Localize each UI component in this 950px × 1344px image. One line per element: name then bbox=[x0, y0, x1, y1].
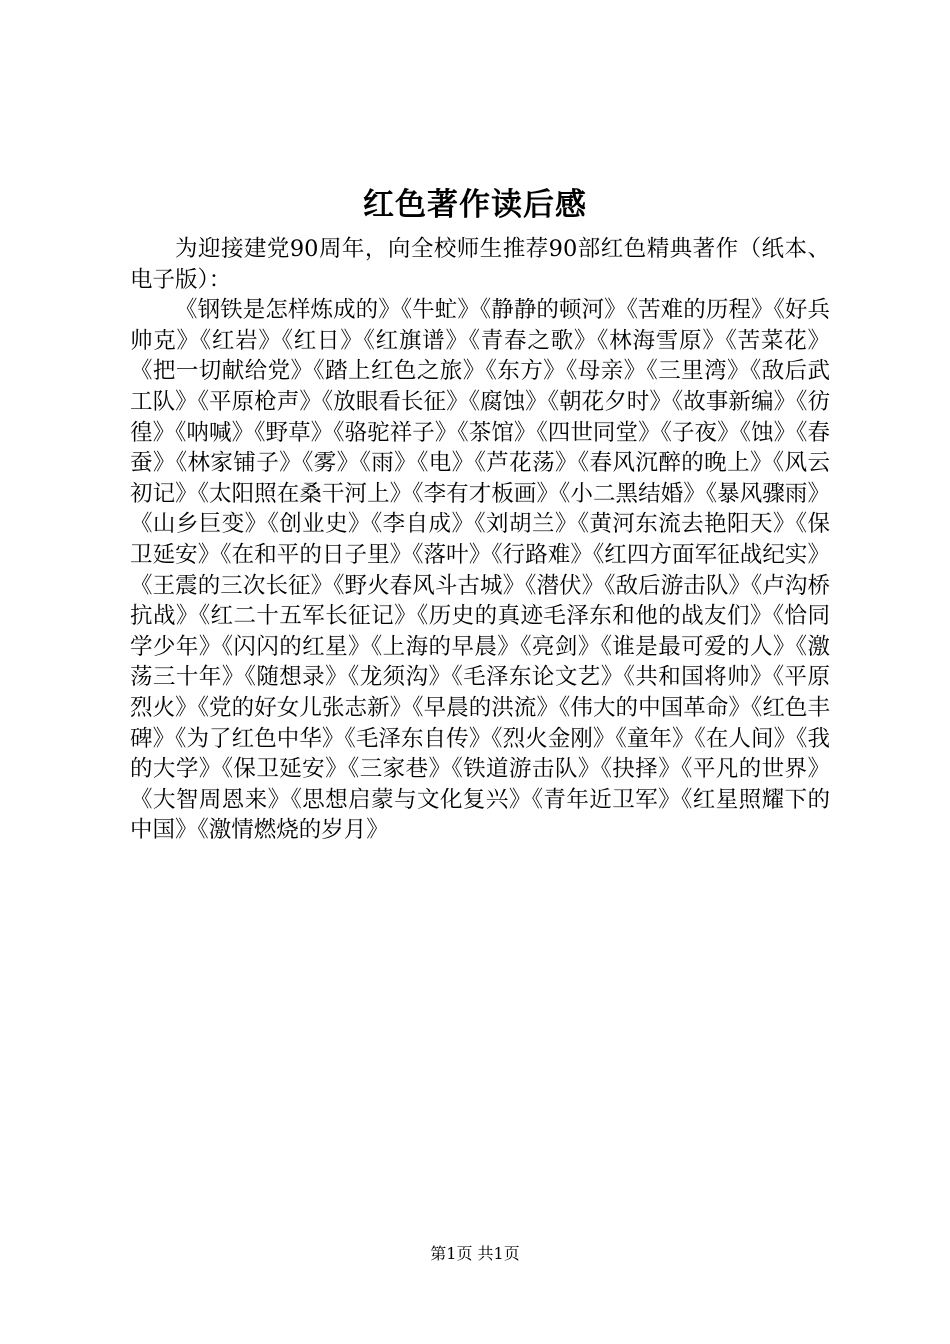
intro-paragraph: 为迎接建党90周年，向全校师生推荐90部红色精典著作（纸本、电子版）： bbox=[130, 236, 830, 293]
book-list-paragraph: 《钢铁是怎样炼成的》《牛虻》《静静的顿河》《苦难的历程》《好兵帅克》《红岩》《红日》《红旗谱》《青春之歌》《林海雪原》《苦菜花》《把一切献给党》《踏上红色之旅》《东方》《母亲》《三里湾》《敌后武工队》《平原枪声》《放眼看长征》《腐蚀》《朝花夕时》《故事新编》《彷徨》《呐喊》《野草》《骆驼祥子》《茶馆》《四世同堂》《子夜》《蚀》《春蚕》《林家铺子》《雾》《雨》《电》《芦花荡》《春风沉醉的晚上》《风云初记》《太阳照在桑干河上》《李有才板画》《小二黑结婚》《暴风骤雨》《山乡巨变》《创业史》《李自成》《刘胡兰》《黄河东流去艳阳天》《保卫延安》《在和平的日子里》《落叶》《行路难》《红四方面军征战纪实》《王震的三次长征》《野火春风斗古城》《潜伏》《敌后游击队》《卢沟桥抗战》《红二十五军长征记》《历史的真迹毛泽东和他的战友们》《恰同学少年》《闪闪的红星》《上海的早晨》《亮剑》《谁是最可爱的人》《激荡三十年》《随想录》《龙须沟》《毛泽东论文艺》《共和国将帅》《平原烈火》《党的好女儿张志新》《早晨的洪流》《伟大的中国革命》《红色丰碑》《为了红色中华》《毛泽东自传》《烈火金刚》《童年》《在人间》《我的大学》《保卫延安》《三家巷》《铁道游击队》《抉择》《平凡的世界》《大智周恩来》《思想启蒙与文化复兴》《青年近卫军》《红星照耀下的中国》《激情燃烧的岁月》 bbox=[130, 297, 830, 844]
document-body bbox=[130, 234, 830, 846]
document-title: 红色著作读后感 bbox=[363, 187, 587, 223]
page-footer: 第1页 共1页 bbox=[430, 1244, 520, 1263]
